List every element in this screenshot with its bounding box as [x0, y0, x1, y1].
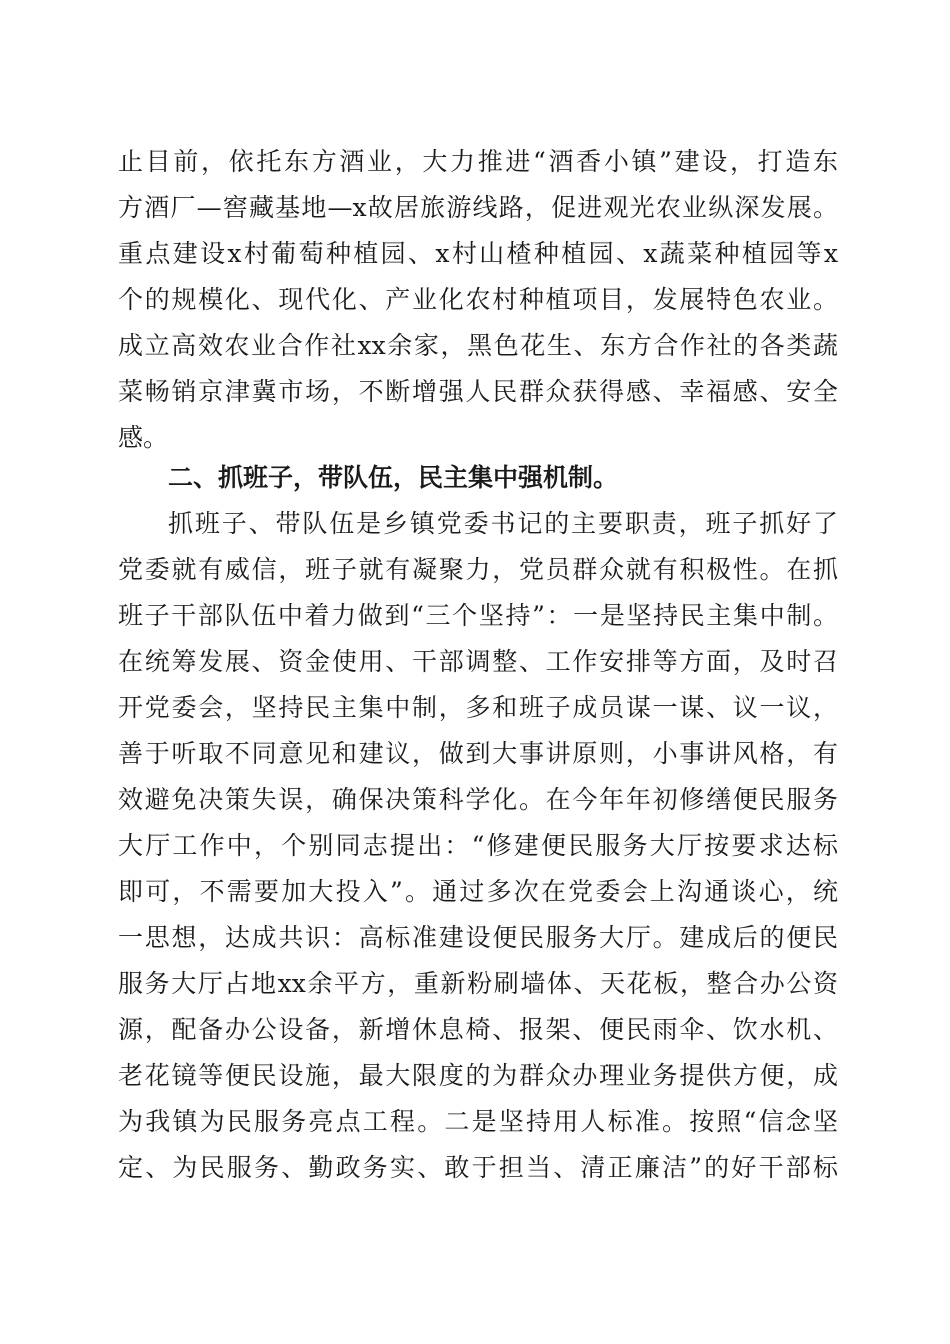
section-2-line-14: 为我镇为民服务亮点工程。二是坚持用人标准。按照“信念坚 — [118, 1107, 838, 1136]
section-2-line-9: 即可，不需要加大投入”。通过多次在党委会上沟通谈心，统 — [118, 877, 838, 906]
section-2-line-3: 班子干部队伍中着力做到“三个坚持”：一是坚持民主集中制。 — [118, 601, 838, 630]
section-2-line-7: 效避免决策失误，确保决策科学化。在今年年初修缮便民服务 — [118, 785, 838, 814]
section-2-line-8: 大厅工作中，个别同志提出：“修建便民服务大厅按要求达标 — [118, 831, 838, 860]
section-2-line-1: 抓班子、带队伍是乡镇党委书记的主要职责，班子抓好了 — [168, 509, 838, 538]
section-2-line-5: 开党委会，坚持民主集中制，多和班子成员谋一谋、议一议， — [118, 693, 838, 722]
section-2-line-11: 服务大厅占地xx余平方，重新粉刷墙体、天花板，整合办公资 — [118, 969, 838, 998]
section-2-heading: 二、抓班子，带队伍，民主集中强机制。 — [168, 463, 619, 492]
section-2-line-4: 在统筹发展、资金使用、干部调整、工作安排等方面，及时召 — [118, 647, 838, 676]
section-2-line-12: 源，配备办公设备，新增休息椅、报架、便民雨伞、饮水机、 — [118, 1015, 838, 1044]
paragraph-1-line-2: 方酒厂—窖藏基地—x故居旅游线路，促进观光农业纵深发展。 — [118, 193, 838, 222]
paragraph-1-line-7: 感。 — [118, 423, 169, 452]
paragraph-1-line-4: 个的规模化、现代化、产业化农村种植项目，发展特色农业。 — [118, 285, 838, 314]
paragraph-1-line-6: 菜畅销京津冀市场，不断增强人民群众获得感、幸福感、安全 — [118, 377, 838, 406]
paragraph-1-line-3: 重点建设x村葡萄种植园、x村山楂种植园、x蔬菜种植园等x — [118, 239, 838, 268]
section-2-line-10: 一思想，达成共识：高标准建设便民服务大厅。建成后的便民 — [118, 923, 838, 952]
section-2-line-13: 老花镜等便民设施，最大限度的为群众办理业务提供方便，成 — [118, 1061, 838, 1090]
section-2-line-2: 党委就有威信，班子就有凝聚力，党员群众就有积极性。在抓 — [118, 555, 838, 584]
section-2-line-6: 善于听取不同意见和建议，做到大事讲原则，小事讲风格，有 — [118, 739, 838, 768]
paragraph-1-line-1: 止目前，依托东方酒业，大力推进“酒香小镇”建设，打造东 — [118, 147, 838, 176]
section-2-line-15: 定、为民服务、勤政务实、敢于担当、清正廉洁”的好干部标 — [118, 1153, 838, 1182]
paragraph-1-line-5: 成立高效农业合作社xx余家，黑色花生、东方合作社的各类蔬 — [118, 331, 838, 360]
